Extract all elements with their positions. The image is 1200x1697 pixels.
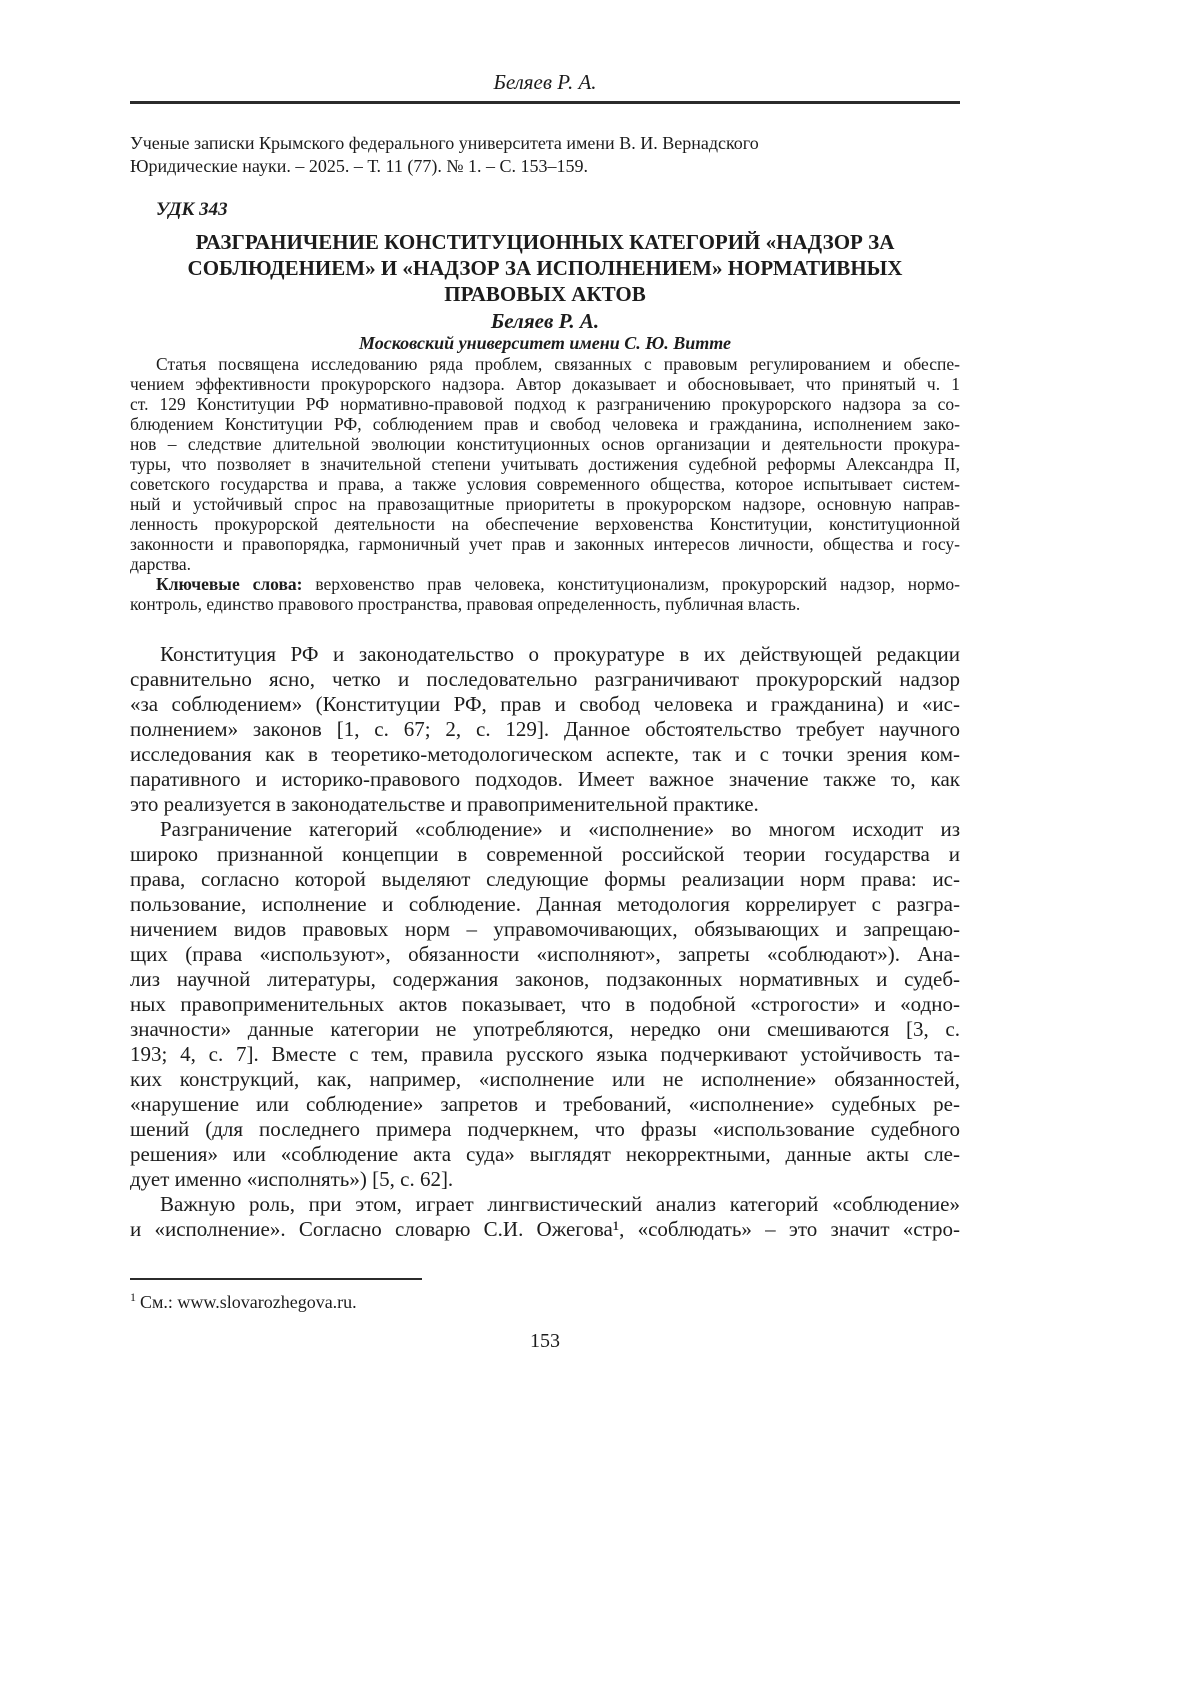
text-line: ПРАВОВЫХ АКТОВ: [444, 282, 646, 306]
keywords-text-part: верховенство прав человека, конституционализм, прокурорский надзор, нормо-: [302, 574, 960, 594]
journal-citation: [130, 132, 960, 178]
text-line: ленность прокурорской деятельности на обеспечение верховенства Конституции, конституционной: [130, 514, 960, 534]
text-line: блюдением Конституции РФ, соблюдением прав и свобод человека и гражданина, исполнением зако-: [130, 414, 960, 434]
article-affiliation: Московский университет имени С. Ю. Витте: [358, 333, 732, 353]
keywords-label: Ключевые слова:: [156, 574, 303, 594]
text-line: решения» или «соблюдение акта суда» выглядят некорректными, данные акты сле-: [130, 1142, 960, 1166]
text-line: ный и устойчивый спрос на правозащитные приоритеты в прокурорском надзоре, основную направ-: [130, 494, 960, 514]
text-line: и «исполнение». Согласно словарю С.И. Ожегова¹, «соблюдать» – это значит «стро-: [130, 1217, 960, 1241]
text-line: ничением видов правовых норм – управомочивающих, обязывающих и запрещаю-: [130, 917, 960, 941]
text-line: значности» данные категории не употребляются, нередко они смешиваются [3, с.: [130, 1017, 960, 1041]
text-line: нов – следствие длительной эволюции конституционных основ организации и деятельности прокура-: [130, 434, 960, 454]
text-line: «за соблюдением» (Конституции РФ, прав и свобод человека и гражданина) и «ис-: [130, 692, 960, 716]
text-line: дарства.: [130, 554, 192, 574]
text-line: СОБЛЮДЕНИЕМ» И «НАДЗОР ЗА ИСПОЛНЕНИЕМ» НОРМАТИВНЫХ: [187, 256, 903, 280]
text-line: советского государства и права, а также условия современного общества, которое испытывает систем-: [130, 474, 960, 494]
keywords-line-2: контроль, единство правового пространства, правовая определенность, публичная власть.: [130, 594, 801, 614]
text-line: широко признанной концепции в современной российской теории государства и: [130, 842, 960, 866]
article-author: Беляев Р. А.: [490, 309, 600, 333]
text-line: 193; 4, с. 7]. Вместе с тем, правила русского языка подчеркивают устойчивость та-: [130, 1042, 960, 1066]
footnote: [130, 1286, 960, 1313]
text-line: исследования как в теоретико-методологическом аспекте, так и с точки зрения ком-: [130, 742, 960, 766]
footnote-text: См.: www.slovarozhegova.ru.: [140, 1292, 357, 1312]
text-line: паративного и историко-правового подходов. Имеет важное значение также то, как: [130, 767, 960, 791]
keywords-block: [130, 574, 960, 614]
footnote-rule: [130, 1278, 422, 1280]
text-line: шений (для последнего примера подчеркнем, что фразы «использование судебного: [130, 1117, 960, 1141]
text-line: лиз научной литературы, содержания законов, подзаконных нормативных и судеб-: [130, 967, 960, 991]
text-line: Разграничение категорий «соблюдение» и «исполнение» во многом исходит из: [160, 817, 960, 841]
article-title: [130, 229, 960, 307]
text-line: ких конструкций, как, например, «исполнение или не исполнение» обязанностей,: [130, 1067, 960, 1091]
text-line: Конституция РФ и законодательство о прокуратуре в их действующей редакции: [160, 642, 960, 666]
text-line: это реализуется в законодательстве и правоприменительной практике.: [130, 792, 759, 816]
text-line: Ученые записки Крымского федерального университета имени В. И. Вернадского: [130, 133, 759, 153]
text-line: пользование, исполнение и соблюдение. Данная методология коррелирует с разгра-: [130, 892, 960, 916]
footnote-marker: 1: [130, 1290, 136, 1304]
udc-code: УДК 343: [156, 199, 228, 220]
text-line: дует именно «исполнять») [5, с. 62].: [130, 1167, 454, 1191]
text-line: туры, что позволяет в значительной степени учитывать достижения судебной реформы Александра II,: [130, 454, 960, 474]
text-line: щих (права «используют», обязанности «исполняют», запреты «соблюдают»). Ана-: [130, 942, 960, 966]
text-line: ных правоприменительных актов показывает, что в подобной «строгости» и «одно-: [130, 992, 960, 1016]
text-line: «нарушение или соблюдение» запретов и требований, «исполнение» судебных ре-: [130, 1092, 960, 1116]
page-number: 153: [530, 1330, 560, 1352]
text-line: Важную роль, при этом, играет лингвистический анализ категорий «соблюдение»: [160, 1192, 960, 1216]
abstract: [130, 354, 960, 574]
keywords-line-1: [130, 574, 960, 594]
article-body: [130, 642, 960, 1242]
text-line: Статья посвящена исследованию ряда проблем, связанных с правовым регулированием и обеспе-: [156, 354, 960, 374]
text-line: права, согласно которой выделяют следующие формы реализации норм права: ис-: [130, 867, 960, 891]
text-column: [130, 0, 960, 1353]
text-line: РАЗГРАНИЧЕНИЕ КОНСТИТУЦИОННЫХ КАТЕГОРИЙ «НАДЗОР ЗА: [195, 230, 895, 254]
body-paragraph-3: [130, 1192, 960, 1242]
body-paragraph-2: [130, 817, 960, 1192]
text-line: ст. 129 Конституции РФ нормативно-правовой подход к разграничению прокурорского надзора за со-: [130, 394, 960, 414]
text-line: законности и правопорядка, гармоничный учет прав и законных интересов личности, общества и госу-: [130, 534, 960, 554]
body-paragraph-1: [130, 642, 960, 817]
text-line: сравнительно ясно, четко и последовательно разграничивают прокурорский надзор: [130, 667, 960, 691]
header-rule: [130, 101, 960, 104]
text-line: Юридические науки. – 2025. – Т. 11 (77). № 1. – С. 153–159.: [130, 156, 589, 176]
text-line: полнением» законов [1, с. 67; 2, с. 129]. Данное обстоятельство требует научного: [130, 717, 960, 741]
running-head: Беляев Р. А.: [493, 70, 597, 94]
text-line: чением эффективности прокурорского надзора. Автор доказывает и обосновывает, что принятый ч. 1: [130, 374, 960, 394]
